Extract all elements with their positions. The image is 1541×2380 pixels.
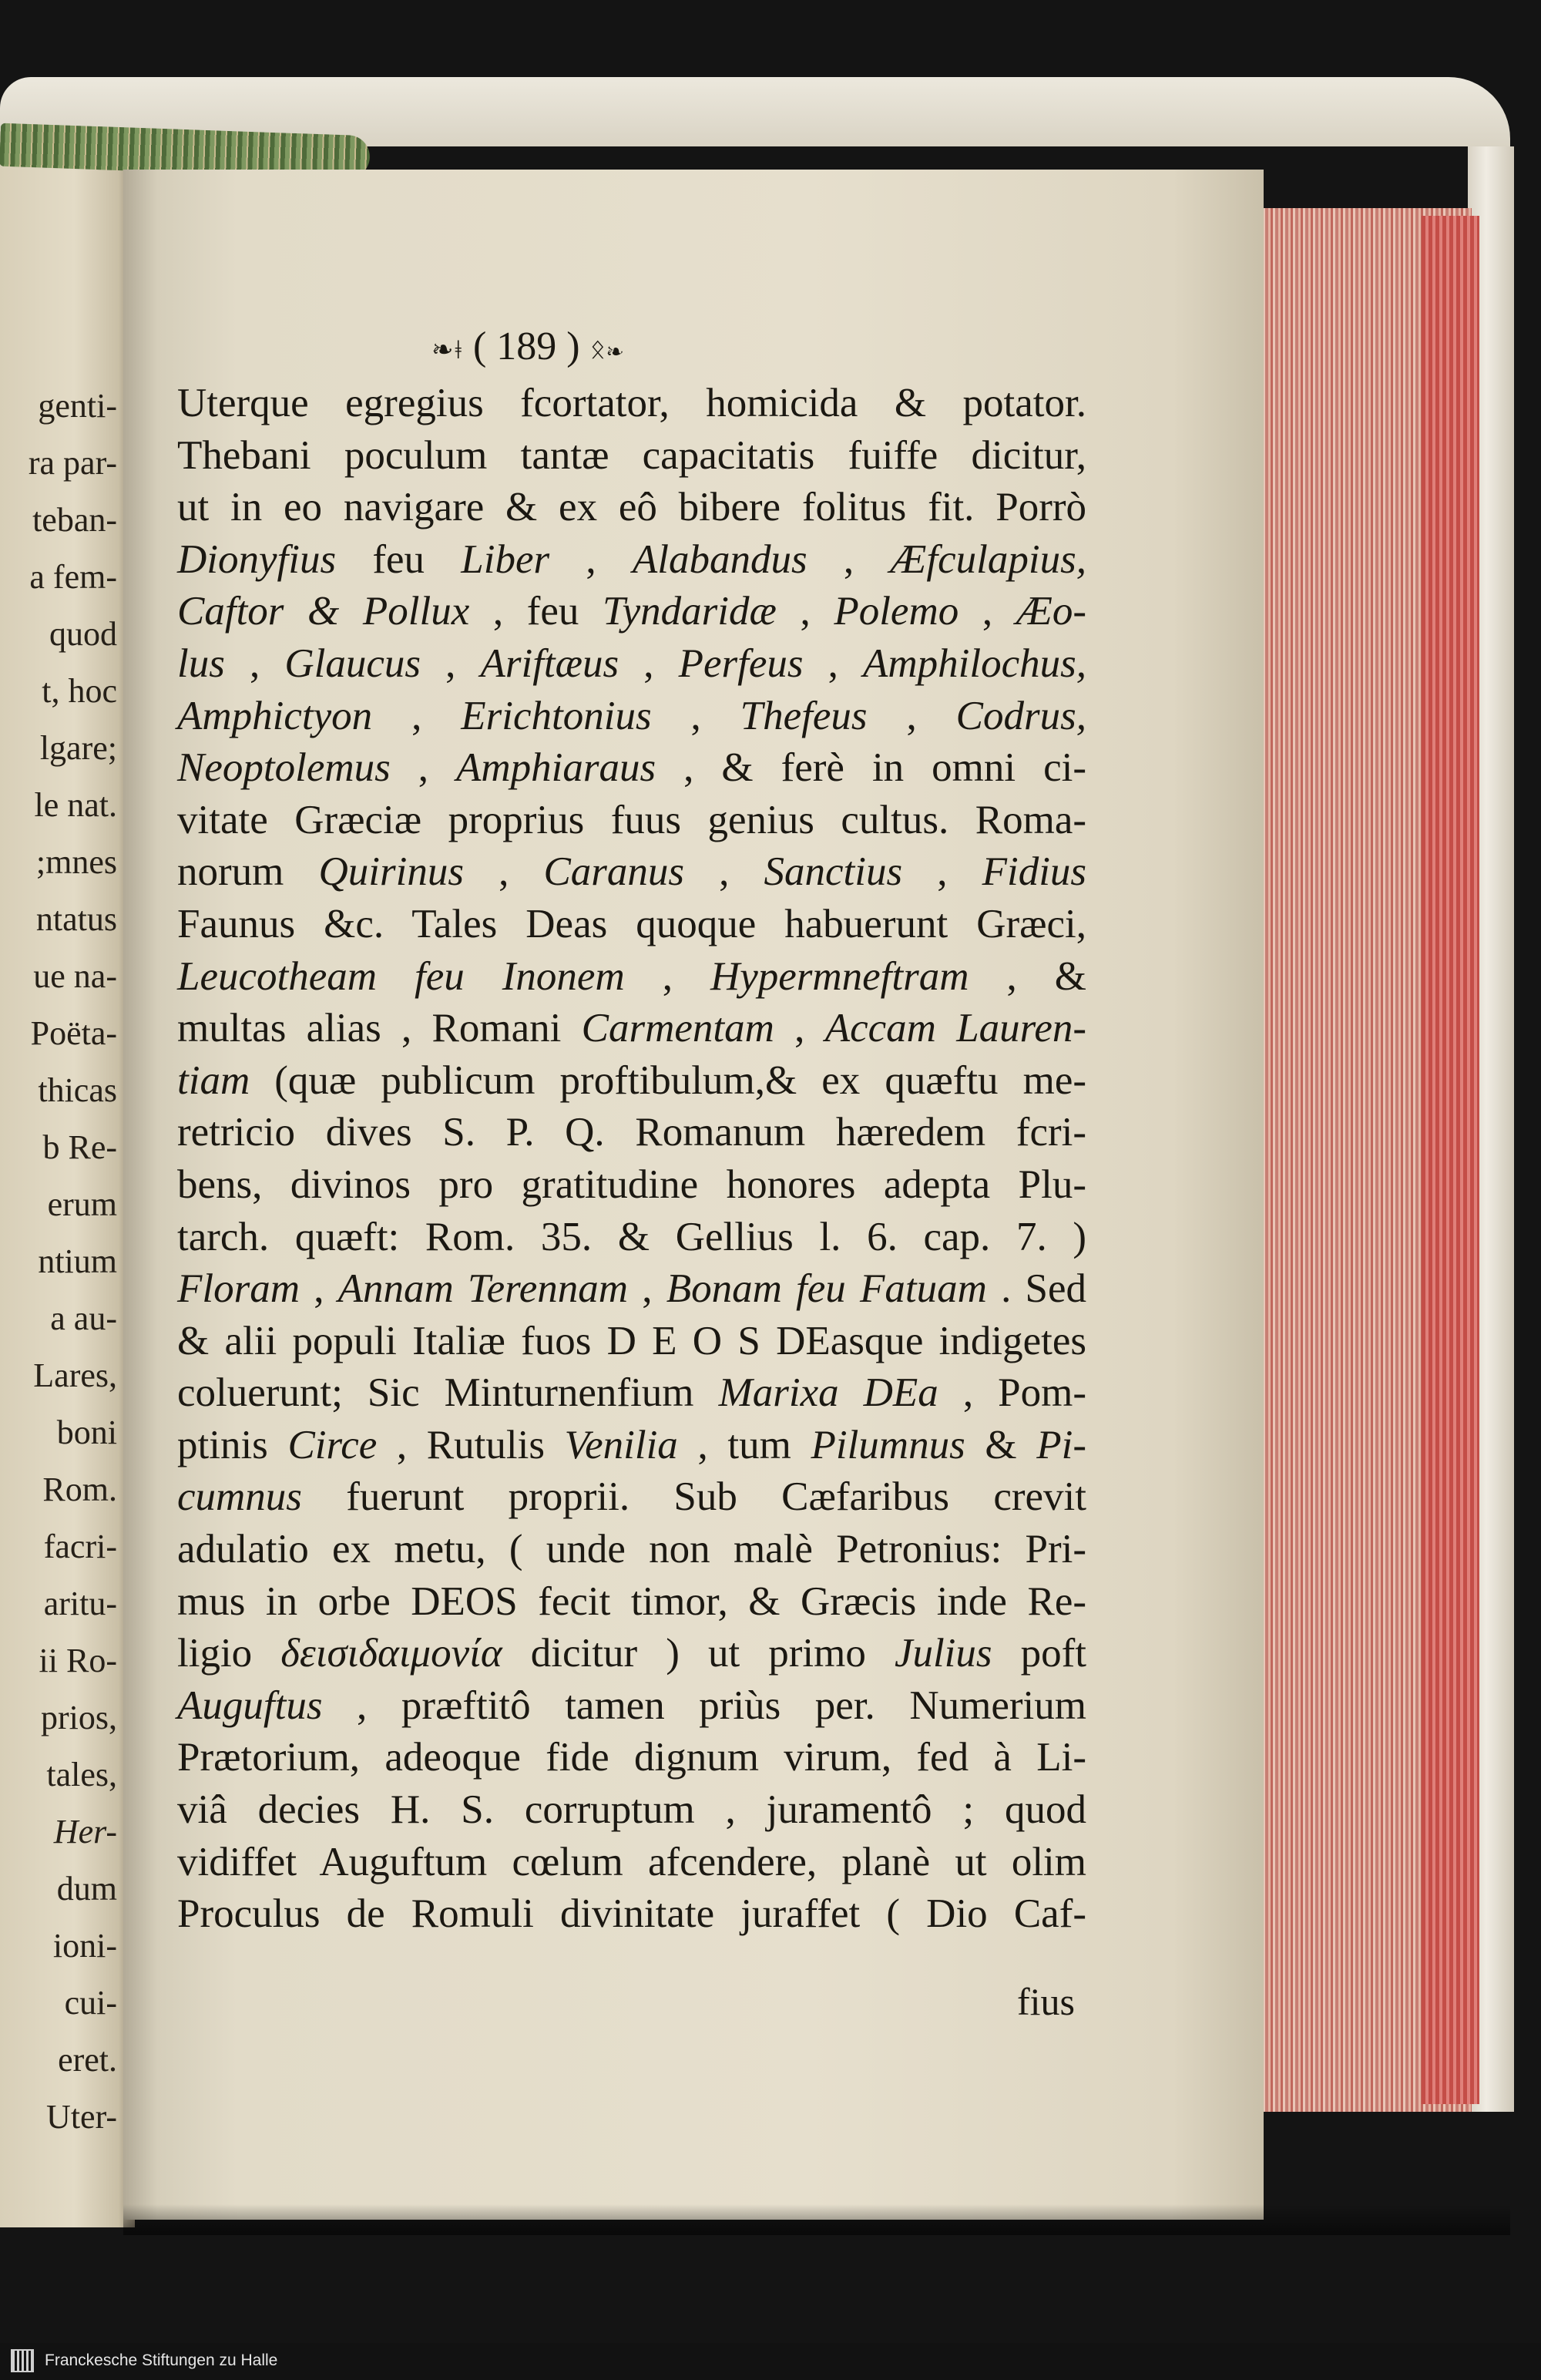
text-run: , xyxy=(803,640,864,686)
text-run: , xyxy=(628,1266,666,1312)
text-line xyxy=(177,1003,1086,1055)
italic-run: Quirinus xyxy=(318,849,464,895)
text-run: Uterque egregius fcortator, homicida & potator. xyxy=(177,381,1086,425)
text-run: & xyxy=(965,1422,1037,1467)
text-line xyxy=(177,586,1086,638)
italic-run: δεισιδαιμονία xyxy=(280,1631,502,1676)
left-page-fragment: ntium xyxy=(38,1242,117,1280)
left-page-fragment: facri- xyxy=(43,1528,117,1565)
institution-logo-icon xyxy=(11,2349,34,2372)
italic-run: Thefeus xyxy=(740,693,868,738)
text-run: vidiffet Auguftum cœlum afcendere, planè ut olim xyxy=(177,1839,1086,1884)
text-run: vitate Græciæ proprius fuus genius cultus. Roma- xyxy=(177,797,1086,842)
text-run: ligio xyxy=(177,1631,281,1676)
italic-run: Bonam feu Fatuam xyxy=(666,1266,987,1312)
italic-run: Codrus, xyxy=(955,693,1086,738)
left-page-fragment: ue na- xyxy=(33,957,117,995)
italic-run: cumnus xyxy=(177,1474,302,1520)
text-run: bens, divinos pro gratitudine honores adepta Plu- xyxy=(177,1161,1086,1207)
left-page-fragment: ra par- xyxy=(28,444,117,482)
page-number: ( 189 ) xyxy=(472,324,580,368)
left-page-fragment: le nat. xyxy=(34,786,117,824)
left-page-fragment: ;mnes xyxy=(35,843,117,881)
italic-run: Pi- xyxy=(1036,1422,1086,1467)
left-page-fragment: prios, xyxy=(41,1699,117,1736)
text-run: . Sed xyxy=(986,1266,1087,1312)
italic-run: Liber xyxy=(461,536,550,582)
text-run: , xyxy=(619,640,679,686)
text-line xyxy=(177,1263,1086,1316)
page-edges-red xyxy=(1422,216,1479,2104)
italic-run: tiam xyxy=(177,1057,250,1103)
text-run: retricio dives S. P. Q. Romanum hæredem fcri- xyxy=(177,1110,1086,1155)
left-page-fragment: thicas xyxy=(38,1071,117,1109)
left-page-fragment: b Re- xyxy=(42,1128,117,1166)
text-run: , xyxy=(372,693,462,738)
italic-run: Floram xyxy=(177,1266,300,1312)
text-run: ptinis xyxy=(177,1422,288,1467)
left-page-fragment: quod xyxy=(49,615,117,653)
text-run: , præftitô tamen priùs per. Numerium xyxy=(322,1682,1086,1728)
left-page-fragment: cui- xyxy=(64,1984,117,2022)
text-line xyxy=(177,1680,1086,1733)
text-line xyxy=(177,1576,1086,1629)
text-line xyxy=(177,951,1086,1003)
text-run: , & xyxy=(969,953,1086,999)
text-run: , xyxy=(421,640,481,686)
left-page-fragment: ioni- xyxy=(52,1927,117,1965)
institution-name: Franckesche Stiftungen zu Halle xyxy=(45,2351,278,2369)
text-run: , xyxy=(867,693,956,738)
page-shadow xyxy=(123,2204,1510,2235)
left-page-fragment: a au- xyxy=(50,1299,117,1337)
text-run: , xyxy=(224,640,285,686)
text-line xyxy=(177,742,1086,795)
italic-run: Accam Lauren- xyxy=(824,1006,1086,1051)
italic-run: Leucotheam feu Inonem xyxy=(177,953,625,999)
text-line xyxy=(177,1732,1086,1784)
italic-run: lus xyxy=(177,640,225,686)
text-run: , xyxy=(463,849,544,895)
catchword: fius xyxy=(1017,1980,1075,2023)
italic-run: Caftor & Pollux xyxy=(177,589,470,634)
text-line xyxy=(177,482,1086,534)
left-page-fragment: ii Ro- xyxy=(39,1642,117,1679)
text-line xyxy=(177,638,1086,691)
italic-run: Æfculapius, xyxy=(890,536,1086,582)
left-page-fragment: Poëta- xyxy=(30,1014,117,1052)
italic-run: Sanctius xyxy=(764,849,903,895)
italic-run: Dionyfius xyxy=(177,536,337,582)
left-page-fragment: boni xyxy=(56,1414,117,1451)
text-line xyxy=(177,1837,1086,1889)
text-run: , tum xyxy=(677,1422,811,1467)
text-line xyxy=(177,846,1086,899)
italic-run: Carmentam xyxy=(581,1006,774,1051)
text-line xyxy=(177,1420,1086,1472)
text-run: & alii populi Italiæ fuos D E O S DEasque indigetes xyxy=(177,1318,1086,1363)
italic-run: Venilia xyxy=(564,1422,678,1467)
left-page-fragment: a fem- xyxy=(29,558,117,596)
left-page-fragment: lgare; xyxy=(39,729,117,767)
text-line xyxy=(177,1628,1086,1680)
text-run: multas alias , Romani xyxy=(177,1006,582,1051)
italic-run: Julius xyxy=(894,1631,992,1676)
text-line xyxy=(177,1888,1086,1941)
text-run: coluerunt; Sic Minturnenfium xyxy=(177,1370,719,1416)
text-line xyxy=(177,691,1086,743)
text-run: tarch. quæft: Rom. 35. & Gellius l. 6. cap. 7. ) xyxy=(177,1214,1086,1259)
left-page-fragment: Uter- xyxy=(46,2098,117,2136)
text-run: , xyxy=(300,1266,338,1312)
italic-run: Marixa DEa xyxy=(718,1370,938,1416)
italic-run: Fidius xyxy=(982,849,1087,895)
text-run: , & ferè in omni ci- xyxy=(656,745,1087,791)
text-run: ut in eo navigare & ex eô bibere folitus fit. Porrò xyxy=(177,485,1086,530)
text-run: , xyxy=(807,536,891,582)
text-line xyxy=(177,899,1086,951)
italic-run: Tyndaridæ xyxy=(603,589,777,634)
left-page-fragment: t, hoc xyxy=(42,672,117,710)
italic-run: Circe xyxy=(287,1422,378,1467)
text-line xyxy=(177,1212,1086,1264)
text-run: mus in orbe DEOS fecit timor, & Græcis inde Re- xyxy=(177,1578,1086,1624)
italic-run: Glaucus xyxy=(284,640,421,686)
header-ornament-left: ❧ǂ xyxy=(431,336,463,365)
text-line xyxy=(177,1367,1086,1420)
text-line xyxy=(177,378,1086,430)
text-run: Proculus de Romuli divinitate juraffet ( Dio Caf- xyxy=(177,1891,1086,1937)
text-run: poft xyxy=(992,1631,1086,1676)
left-page-fragment: aritu- xyxy=(43,1585,117,1622)
left-page-fragment: tales, xyxy=(46,1756,117,1793)
italic-run: Æo- xyxy=(1016,589,1087,634)
text-line xyxy=(177,1316,1086,1368)
italic-run: Annam Terennam xyxy=(337,1266,629,1312)
header-ornament-right: ᛟ❧ xyxy=(589,335,625,365)
text-run: Prætorium, adeoque fide dignum virum, fed à Li- xyxy=(177,1735,1086,1780)
left-page-fragment: ntatus xyxy=(35,900,117,938)
italic-run: Auguftus xyxy=(177,1682,323,1728)
italic-run: Neoptolemus xyxy=(177,745,391,791)
italic-run: Ariftæus xyxy=(480,640,619,686)
text-line xyxy=(177,795,1086,847)
text-run: , xyxy=(774,1006,825,1051)
text-run: , xyxy=(684,849,764,895)
text-run: norum xyxy=(177,849,319,895)
footer-bar xyxy=(0,2343,1541,2380)
text-run: feu xyxy=(336,536,462,582)
text-run: , Pom- xyxy=(938,1370,1086,1416)
italic-run: Caranus xyxy=(543,849,685,895)
text-run: (quæ publicum proftibulum,& ex quæftu me- xyxy=(250,1057,1086,1103)
text-run: , feu xyxy=(469,589,603,634)
text-line xyxy=(177,430,1086,482)
text-line xyxy=(177,1055,1086,1108)
text-run: , xyxy=(549,536,633,582)
italic-run: Amphiaraus xyxy=(456,745,656,791)
text-run: , xyxy=(776,589,834,634)
text-line xyxy=(177,1471,1086,1524)
left-page-fragment: teban- xyxy=(32,501,117,539)
text-run: Faunus &c. Tales Deas quoque habuerunt Græci, xyxy=(177,901,1086,946)
text-run: , xyxy=(624,953,710,999)
left-page-fragment: genti- xyxy=(38,387,117,425)
text-line xyxy=(177,1784,1086,1837)
italic-run: Perfeus xyxy=(678,640,804,686)
text-run: , xyxy=(959,589,1016,634)
italic-run: Amphictyon xyxy=(177,693,373,738)
left-page-fragment: dum xyxy=(56,1870,117,1908)
left-page-fragment: erum xyxy=(47,1185,117,1223)
text-run: , xyxy=(390,745,456,791)
text-run: , Rutulis xyxy=(377,1422,565,1467)
text-run: dicitur ) ut primo xyxy=(502,1631,895,1676)
text-run: Thebani poculum tantæ capacitatis fuiffe dicitur, xyxy=(177,432,1086,478)
italic-run: Alabandus xyxy=(632,536,807,582)
italic-run: Amphilochus, xyxy=(863,640,1087,686)
text-line xyxy=(177,534,1086,587)
left-page-fragments xyxy=(2,378,134,2146)
italic-run: Erichtonius xyxy=(461,693,652,738)
italic-run: Pilumnus xyxy=(811,1422,965,1467)
text-run: viâ decies H. S. corruptum , juramentô ; quod xyxy=(177,1787,1086,1833)
body-text xyxy=(177,378,1086,1941)
page-header xyxy=(431,324,624,369)
text-run: , xyxy=(651,693,740,738)
left-page-fragment: eret. xyxy=(58,2041,117,2079)
left-page xyxy=(0,131,135,2227)
text-line xyxy=(177,1159,1086,1212)
text-run: , xyxy=(902,849,982,895)
left-page-fragment: Her- xyxy=(53,1813,117,1851)
text-run: adulatio ex metu, ( unde non malè Petronius: Pri- xyxy=(177,1527,1086,1572)
italic-run: Hypermneftram xyxy=(710,953,969,999)
text-line xyxy=(177,1524,1086,1576)
left-page-fragment: Lares, xyxy=(33,1356,117,1394)
italic-run: Polemo xyxy=(834,589,959,634)
text-line xyxy=(177,1107,1086,1159)
left-page-fragment: Rom. xyxy=(42,1471,117,1508)
text-run: fuerunt proprii. Sub Cæfaribus crevit xyxy=(301,1474,1086,1520)
